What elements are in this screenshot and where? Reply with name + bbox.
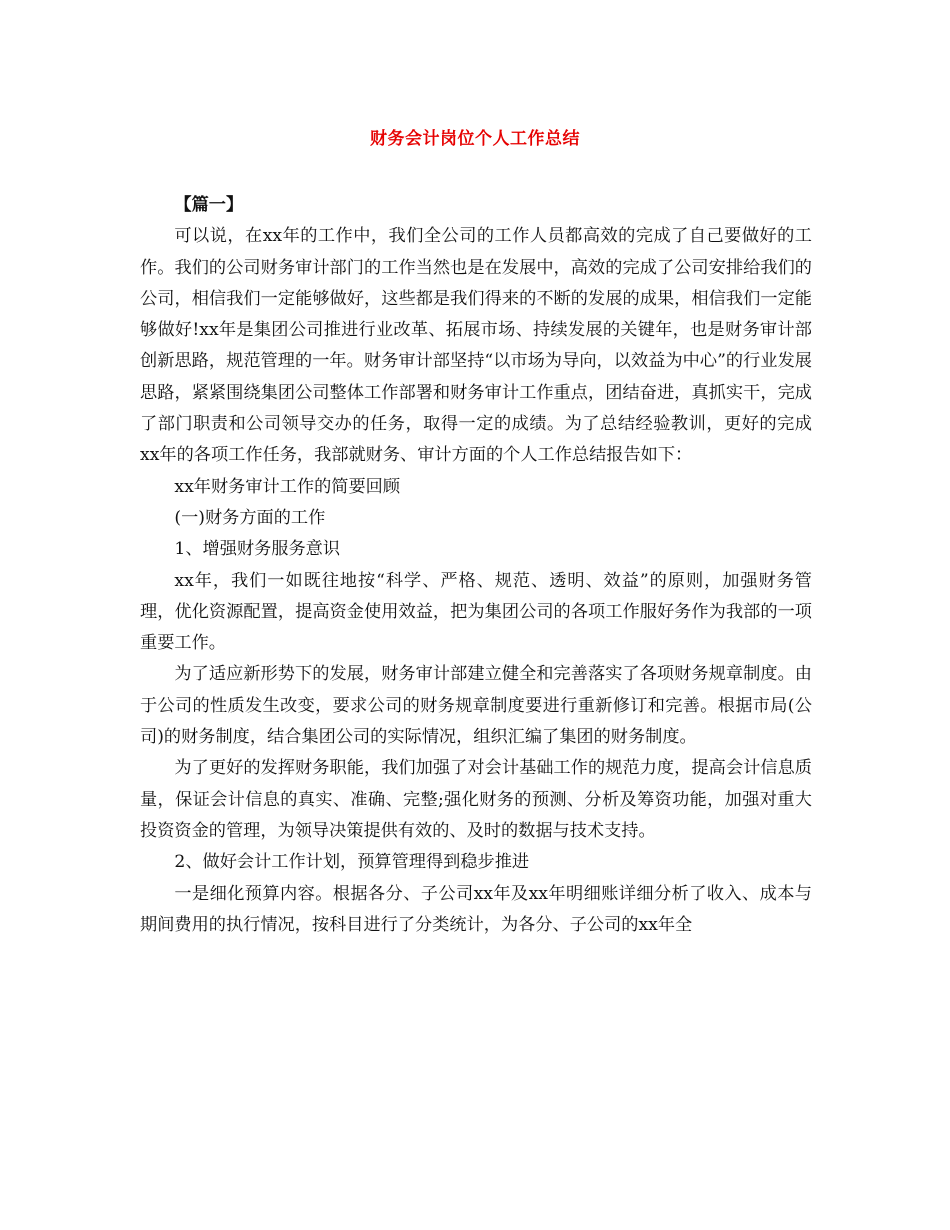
document-title: 财务会计岗位个人工作总结 <box>370 129 580 149</box>
paragraph-budget-detail: 一是细化预算内容。根据各分、子公司xx年及xx年明细账详细分析了收入、成本与期间费用的执行情况，按科目进行了分类统计，为各分、子公司的xx年全 <box>140 883 812 935</box>
document-body <box>140 190 812 941</box>
heading-service-awareness: 1、增强财务服务意识 <box>174 539 341 560</box>
paragraph-principles: xx年，我们一如既往地按“科学、严格、规范、透明、效益”的原则，加强财务管理，优化资源配置，提高资金使用效益，把为集团公司的各项工作服好务作为我部的一项重要工作。 <box>140 570 812 654</box>
paragraph-regulations: 为了适应新形势下的发展，财务审计部建立健全和完善落实了各项财务规章制度。由于公司的性质发生改变，要求公司的财务规章制度要进行重新修订和完善。根据市局(公司)的财务制度，结合集团公司的实际情况，组织汇编了集团的财务制度。 <box>140 664 812 748</box>
section-label: 【篇一】 <box>174 195 244 215</box>
heading-budget-plan: 2、做好会计工作计划，预算管理得到稳步推进 <box>174 852 530 873</box>
paragraph-accounting-quality: 为了更好的发挥财务职能，我们加强了对会计基础工作的规范力度，提高会计信息质量，保证会计信息的真实、准确、完整;强化财务的预测、分析及筹资功能，加强对重大投资资金的管理，为领导决策提供有效的、及时的数据与技术支持。 <box>140 758 812 841</box>
paragraph-intro: 可以说，在xx年的工作中，我们全公司的工作人员都高效的完成了自己要做好的工作。我们的公司财务审计部门的工作当然也是在发展中，高效的完成了公司安排给我们的公司，相信我们一定能够做好，这些都是我们得来的不断的发展的成果，相信我们一定能够做好!xx年是集团公司推进行业改革、拓展市场、持续发展的关键年，也是财务审计部创新思路，规范管理的一年。财务审计部坚持“以市场为导向，以效益为中心”的行业发展思路，紧紧围绕集团公司整体工作部署和财务审计工作重点，团结奋进，真抓实干，完成了部门职责和公司领导交办的任务，取得一定的成绩。为了总结经验教训，更好的完成xx年的各项工作任务，我部就财务、审计方面的个人工作总结报告如下： <box>140 226 812 466</box>
heading-review: xx年财务审计工作的简要回顾 <box>174 476 401 497</box>
heading-finance-work: (一)财务方面的工作 <box>174 507 326 528</box>
